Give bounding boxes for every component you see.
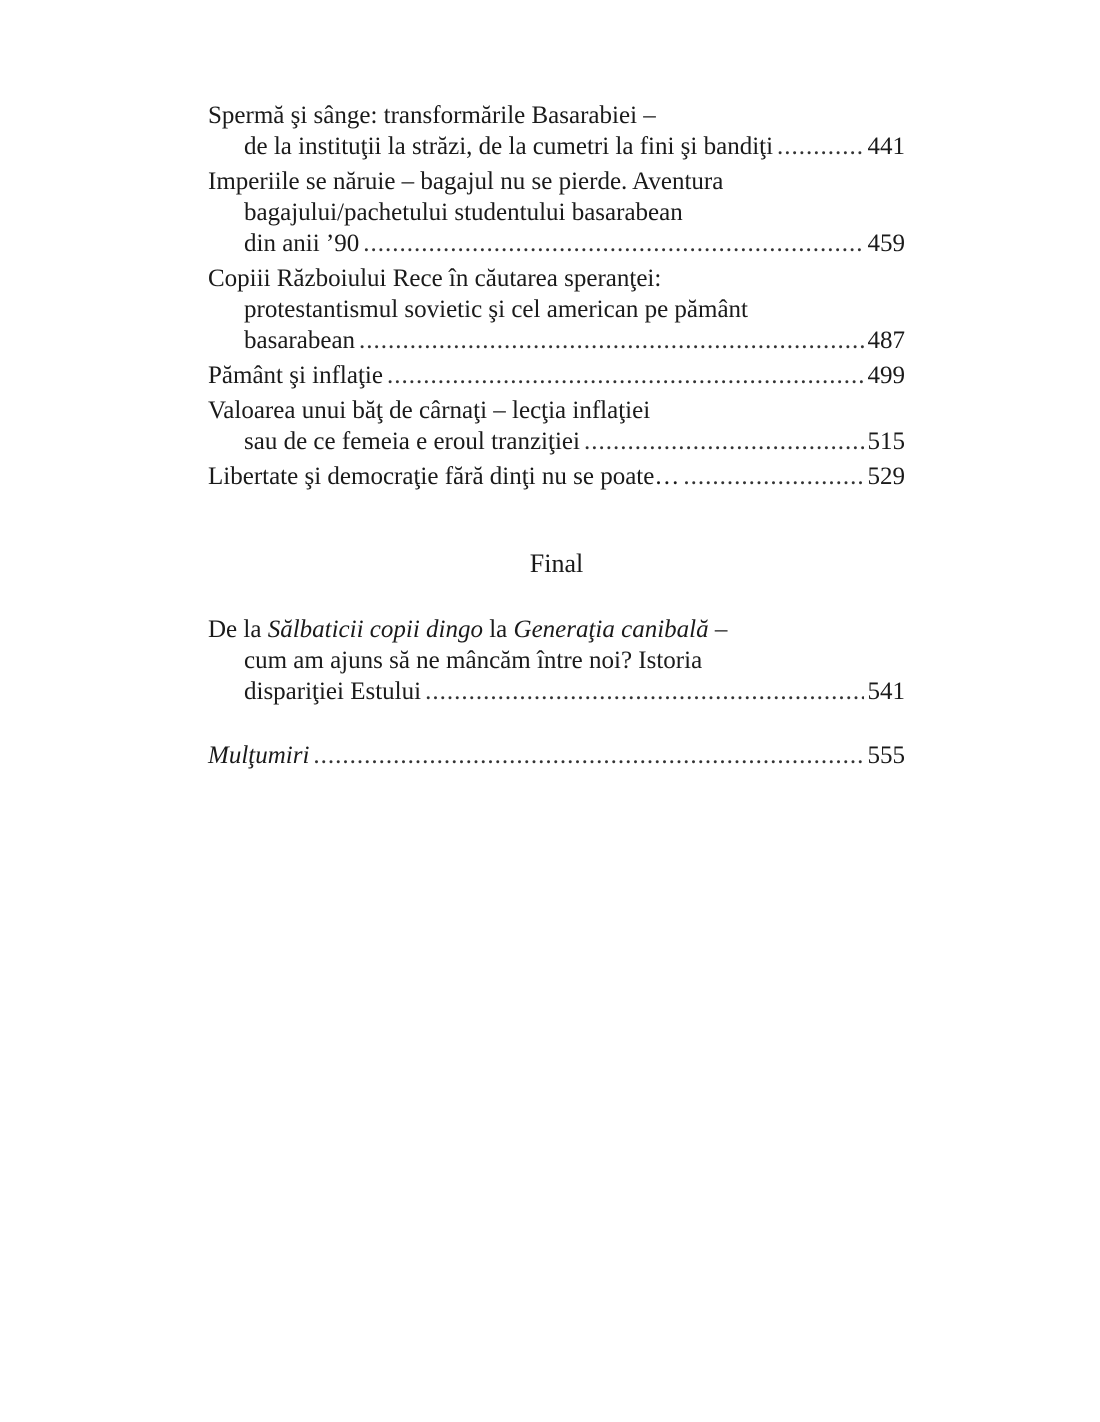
toc-entry <box>208 166 905 259</box>
page-number: 441 <box>867 133 905 160</box>
toc-entry-last-line <box>208 461 905 492</box>
title-prefix: De la <box>208 616 268 643</box>
dot-leader <box>425 676 863 707</box>
toc-entry-continuation: protestantismul sovietic şi cel american pe pământ <box>244 296 749 323</box>
toc-entry-last-line <box>208 228 905 259</box>
toc-entry-last-line <box>208 740 905 771</box>
page-number: 487 <box>867 327 905 354</box>
page-number: 499 <box>867 362 905 389</box>
toc-entry-title: Valoarea unui băţ de cârnaţi – lecţia inflaţiei <box>208 397 651 424</box>
final-section-entries <box>208 614 905 711</box>
toc-entry-text: din anii ’90 <box>244 230 360 257</box>
section-heading-final: Final <box>529 549 584 578</box>
book-title-italic: Generaţia canibală <box>513 616 709 643</box>
toc-entry-text: sau de ce femeia e eroul tranziţiei <box>244 428 580 455</box>
toc-entry <box>208 100 905 162</box>
page-number: 459 <box>867 230 905 257</box>
toc-entry-text: Pământ şi inflaţie <box>208 362 383 389</box>
page-number: 529 <box>867 463 905 490</box>
toc-entry-text: Libertate şi democraţie fără dinţi nu se poate… <box>208 463 680 490</box>
toc-entry-title <box>208 614 905 645</box>
title-connector: la <box>482 616 514 643</box>
acknowledgements-label: Mulţumiri <box>208 742 310 769</box>
toc-entry-text: de la instituţii la străzi, de la cumetri la fini şi bandiţi <box>244 133 774 160</box>
dot-leader <box>777 131 863 162</box>
dot-leader <box>363 228 863 259</box>
toc-entry-continuation: bagajului/pachetului studentului basarabean <box>244 199 683 226</box>
toc-entry-title: Imperiile se năruie – bagajul nu se pierde. Aventura <box>208 168 724 195</box>
toc-entry-title: Copiii Războiului Rece în căutarea speranţei: <box>208 265 662 292</box>
book-title-italic: Sălbaticii copii dingo <box>267 616 483 643</box>
toc-entry <box>208 614 905 707</box>
dot-leader <box>387 360 864 391</box>
dot-leader <box>683 461 863 492</box>
dot-leader <box>584 426 864 457</box>
toc-entry-last-line <box>208 131 905 162</box>
page-number: 555 <box>867 742 905 769</box>
toc-entry-title: Spermă şi sânge: transformările Basarabiei – <box>208 102 656 129</box>
toc-entry-last-line <box>208 676 905 707</box>
toc-entry-text: basarabean <box>244 327 356 354</box>
toc-entry <box>208 360 905 391</box>
toc-entry <box>208 461 905 492</box>
toc-entry <box>208 395 905 457</box>
page-number: 515 <box>867 428 905 455</box>
toc-entry-text: dispariţiei Estului <box>244 678 422 705</box>
toc-entry-last-line <box>208 325 905 356</box>
toc-entry-last-line <box>208 360 905 391</box>
toc-entry <box>208 263 905 356</box>
toc-entry-continuation: cum am ajuns să ne mâncăm între noi? Istoria <box>244 647 703 674</box>
acknowledgements-entry <box>208 740 905 771</box>
table-of-contents <box>208 100 905 496</box>
title-suffix: – <box>708 616 728 643</box>
dot-leader <box>313 740 863 771</box>
dot-leader <box>359 325 863 356</box>
toc-entry-last-line <box>208 426 905 457</box>
page-number: 541 <box>867 678 905 705</box>
